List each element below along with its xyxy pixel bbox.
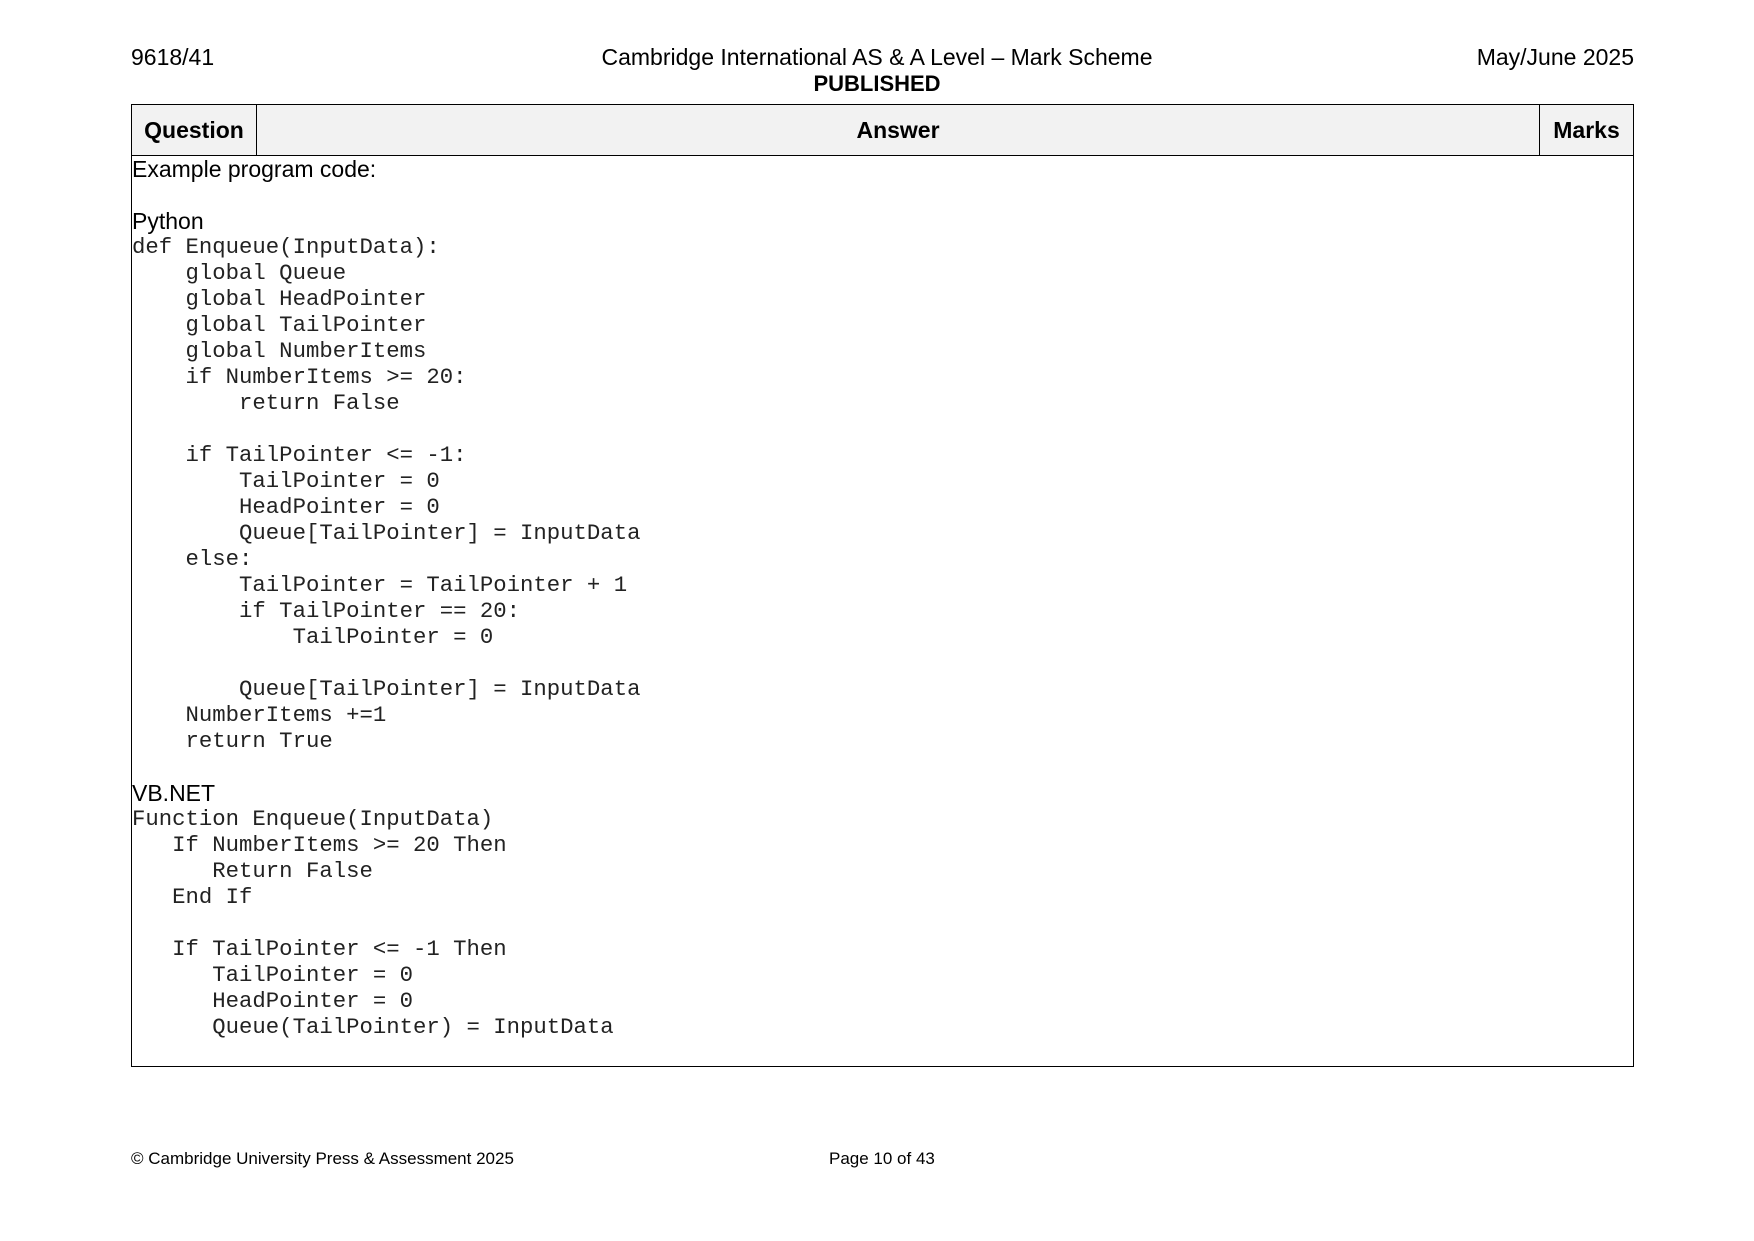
spacer bbox=[132, 754, 1633, 780]
question-column-header: Question bbox=[132, 105, 257, 156]
page-number: Page 10 of 43 bbox=[829, 1149, 935, 1168]
vbnet-code-block: Function Enqueue(InputData) If NumberItems >= 20 Then Return False End If If TailPointer <= -1 Then TailPointer = 0 HeadPointer = 0 Queue(TailPointer) = InputData bbox=[132, 806, 614, 1040]
intro-text: Example program code: bbox=[132, 156, 377, 182]
published-label: PUBLISHED bbox=[813, 71, 941, 96]
exam-session: May/June 2025 bbox=[1476, 44, 1634, 70]
copyright-notice: © Cambridge University Press & Assessment 2025 bbox=[131, 1149, 514, 1168]
mark-scheme-table bbox=[131, 104, 1634, 1067]
document-title: Cambridge International AS & A Level – Mark Scheme bbox=[601, 44, 1153, 70]
answer-column-header: Answer bbox=[257, 105, 1540, 156]
marks-column-header: Marks bbox=[1540, 105, 1634, 156]
table-row bbox=[132, 156, 1634, 1067]
spacer bbox=[132, 182, 1633, 208]
python-label: Python bbox=[132, 208, 204, 234]
python-code-block: def Enqueue(InputData): global Queue global HeadPointer global TailPointer global NumberItems if NumberItems >= 20: return False if TailPointer <= -1: TailPointer = 0 HeadPointer = 0 Queue[TailPointer] = InputData else: TailPointer = TailPointer + 1 if TailPointer == 20: TailPointer = 0 Queue[TailPointer] = InputData NumberItems +=1 return True bbox=[132, 234, 641, 754]
paper-code: 9618/41 bbox=[131, 44, 215, 70]
vbnet-label: VB.NET bbox=[132, 780, 216, 806]
answer-cell bbox=[132, 156, 1634, 1067]
table-header-row bbox=[132, 105, 1634, 156]
